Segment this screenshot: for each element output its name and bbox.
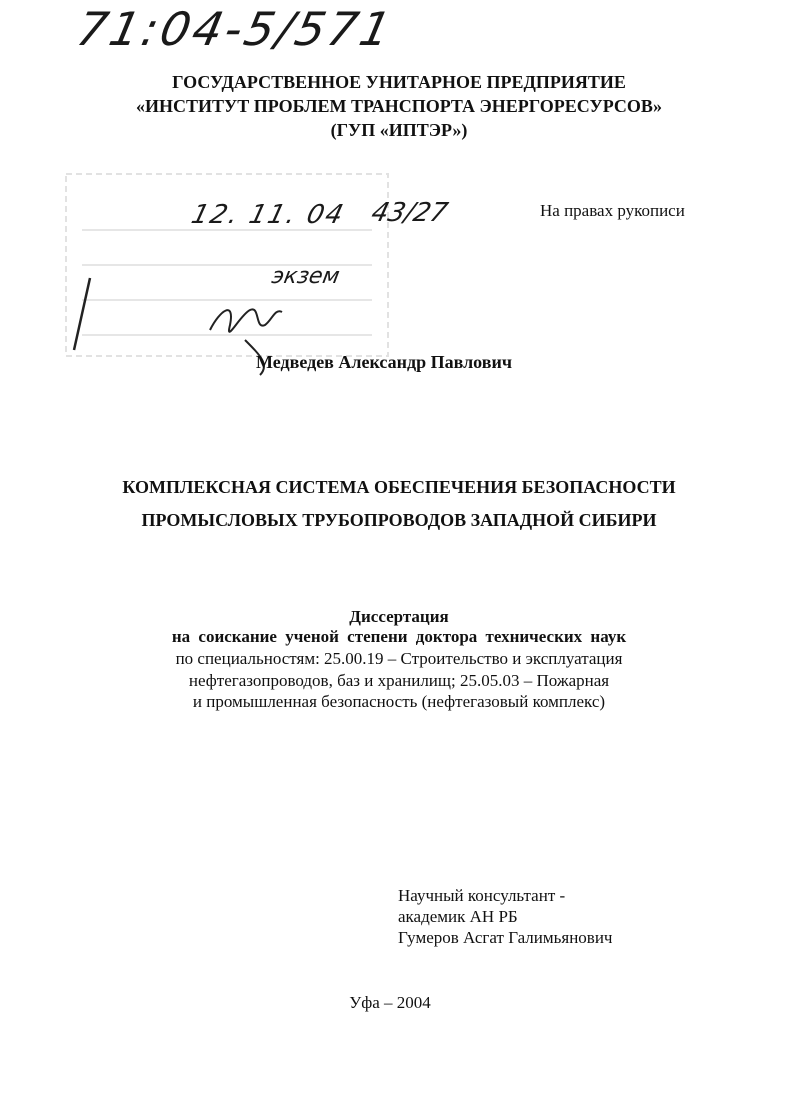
specialty-line-3: и промышленная безопасность (нефтегазовый комплекс) — [192, 692, 606, 711]
specialty-line-2: нефтегазопроводов, баз и хранилищ; 25.05.03 – Пожарная — [188, 671, 610, 690]
consultant-title: академик АН РБ — [398, 907, 518, 926]
dissertation-title-line-2: ПРОМЫСЛОВЫХ ТРУБОПРОВОДОВ ЗАПАДНОЙ СИБИРИ — [141, 510, 657, 530]
consultant-name: Гумеров Асгат Галимьянович — [398, 928, 613, 947]
organization-line-2: «ИНСТИТУТ ПРОБЛЕМ ТРАНСПОРТА ЭНЕРГОРЕСУРСОВ» — [136, 96, 662, 116]
organization-line-3: (ГУП «ИПТЭР») — [330, 120, 468, 140]
specialty-line-1: по специальностям: 25.00.19 – Строительство и эксплуатация — [175, 649, 623, 668]
city-year: Уфа – 2004 — [349, 993, 431, 1012]
consultant-role: Научный консультант - — [398, 886, 566, 905]
author-name: Медведев Александр Павлович — [256, 352, 512, 372]
handwritten-registration-number: 43/27 — [368, 198, 451, 228]
handwritten-catalog-number: 71:04-5/571 — [72, 2, 399, 56]
dissertation-title-line-1: КОМПЛЕКСНАЯ СИСТЕМА ОБЕСПЕЧЕНИЯ БЕЗОПАСНОСТИ — [122, 477, 676, 497]
degree-line: на соискание ученой степени доктора технических наук — [171, 627, 627, 646]
manuscript-rights-note: На правах рукописи — [540, 201, 685, 220]
handwritten-date: 12. 11. 04 — [188, 200, 349, 230]
handwritten-note: экзем — [269, 264, 342, 289]
document-type: Диссертация — [349, 607, 449, 626]
organization-line-1: ГОСУДАРСТВЕННОЕ УНИТАРНОЕ ПРЕДПРИЯТИЕ — [172, 72, 626, 92]
